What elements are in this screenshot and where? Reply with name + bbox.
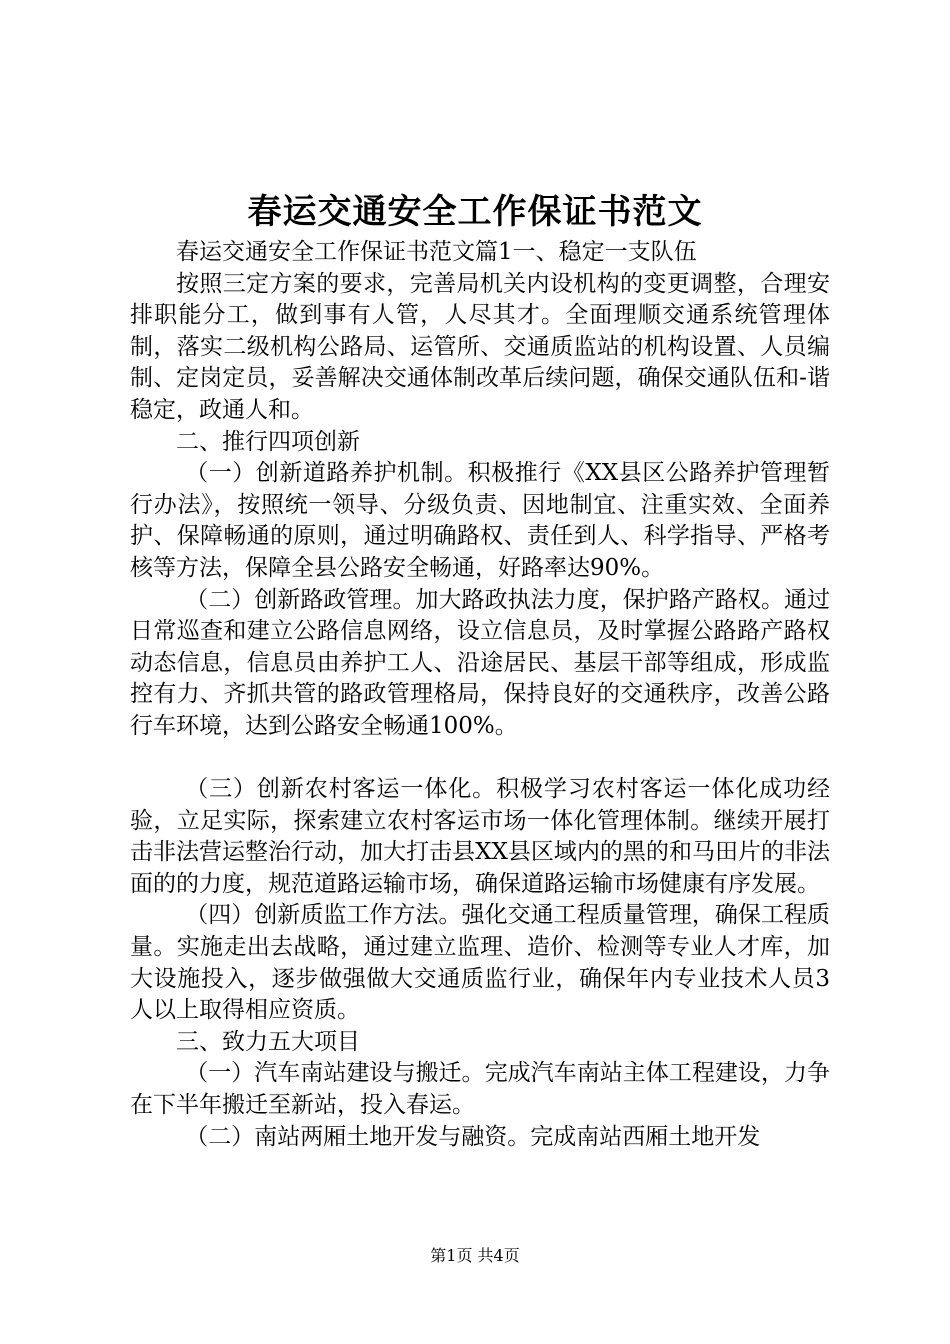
innovation-item-three: （三）创新农村客运一体化。积极学习农村客运一体化成功经验，立足实际，探索建立农村客运市场一体化管理体制。继续开展打击非法营运整治行动，加大打击县XX县区域内的黑的和马田片的非法面的的力度，规范道路运输市场，确保道路运输市场健康有序发展。 (130, 776, 830, 897)
project-item-one: （一）汽车南站建设与搬迁。完成汽车南站主体工程建设，力争在下半年搬迁至新站，投入春运。 (130, 1060, 830, 1119)
page-footer: 第1页 共4页 (430, 1246, 520, 1265)
innovation-item-four: （四）创新质监工作方法。强化交通工程质量管理，确保工程质量。实施走出去战略，通过建立监理、造价、检测等专业人才库，加大设施投入，逐步做强做大交通质监行业，确保年内专业技术人员3人以上取得相应资质。 (130, 902, 830, 1024)
innovation-item-one: （一）创新道路养护机制。积极推行《XX县区公路养护管理暂行办法》，按照统一领导、分级负责、因地制宜、注重实效、全面养护、保障畅通的原则，通过明确路权、责任到人、科学指导、严格考核等方法，保障全县公路安全畅通，好路率达90%。 (130, 460, 830, 581)
section-one-paragraph: 按照三定方案的要求，完善局机关内设机构的变更调整，合理安排职能分工，做到事有人管，人尽其才。全面理顺交通系统管理体制，落实二级机构公路局、运管所、交通质监站的机构设置、人员编制、定岗定员，妥善解决交通体制改革后续问题，确保交通队伍和-谐稳定，政通人和。 (130, 270, 830, 423)
document-body (130, 237, 830, 1153)
section-heading-three: 三、致力五大项目 (176, 1028, 360, 1055)
section-heading-two: 二、推行四项创新 (176, 428, 360, 455)
intro-paragraph: 春运交通安全工作保证书范文篇1一、稳定一支队伍 (176, 239, 697, 265)
document-title: 春运交通安全工作保证书范文 (247, 192, 703, 232)
innovation-item-two: （二）创新路政管理。加大路政执法力度，保护路产路权。通过日常巡查和建立公路信息网络，设立信息员，及时掌握公路路产路权动态信息，信息员由养护工人、沿途居民、基层干部等组成，形成监控有力、齐抓共管的路政管理格局，保持良好的交通秩序，改善公路行车环境，达到公路安全畅通100%。 (130, 586, 830, 739)
project-item-two: （二）南站两厢土地开发与融资。完成南站西厢土地开发 (185, 1123, 761, 1150)
